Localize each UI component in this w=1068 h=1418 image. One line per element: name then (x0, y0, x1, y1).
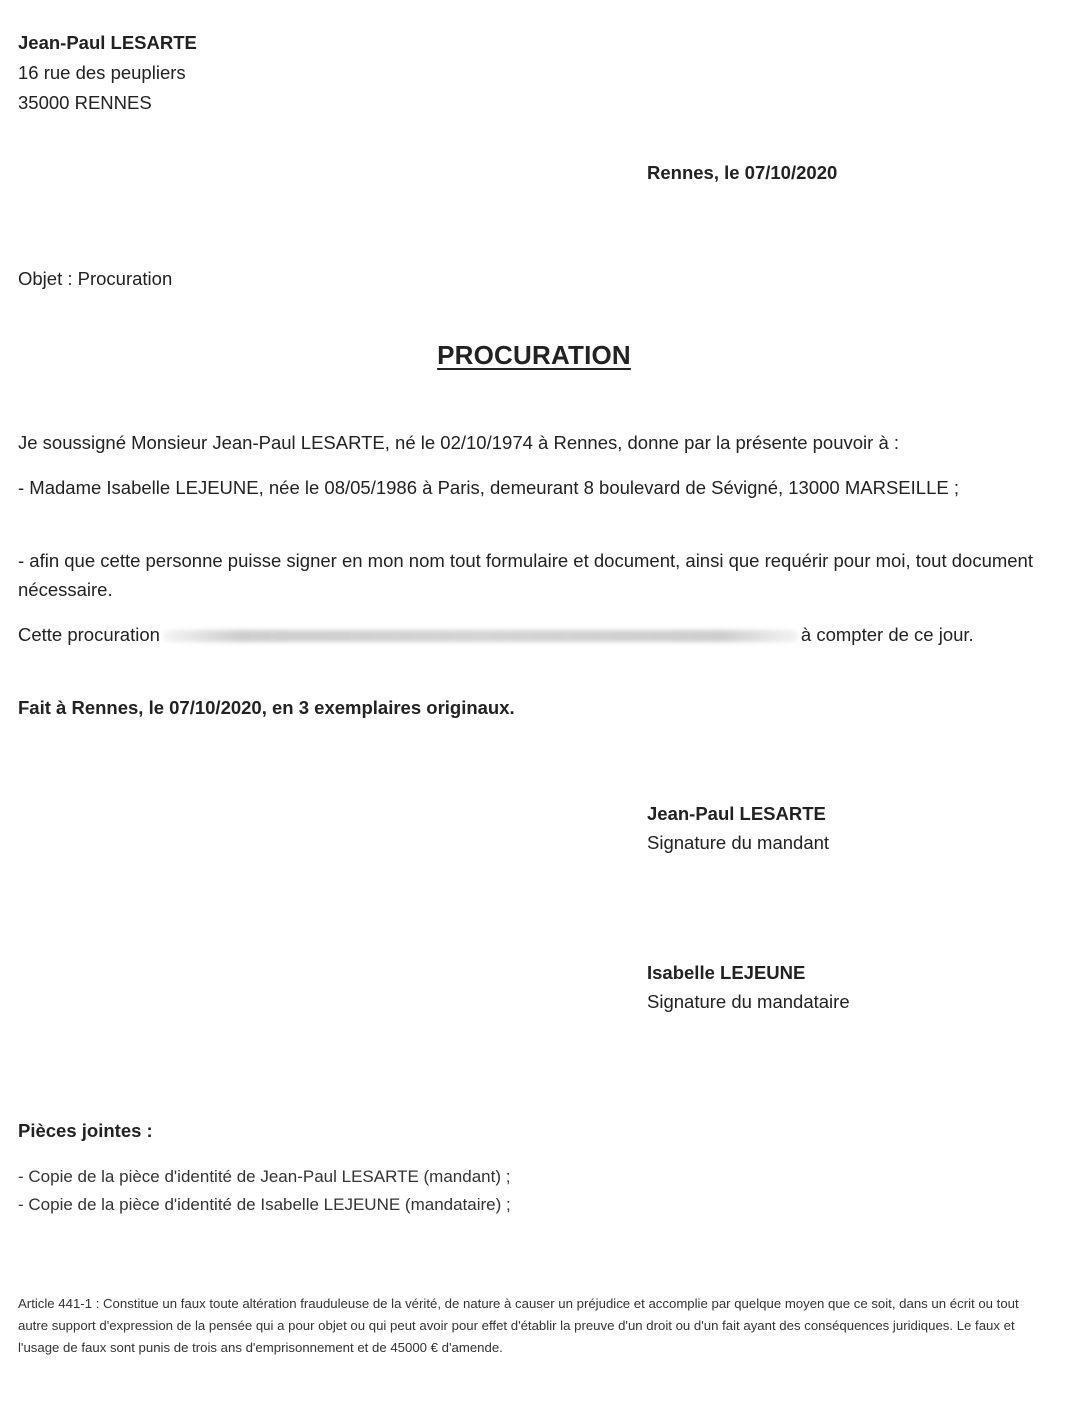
document-title: PROCURATION (437, 340, 631, 370)
made-at-line: Fait à Rennes, le 07/10/2020, en 3 exemplaires originaux. (18, 697, 515, 718)
attachment-item: - Copie de la pièce d'identité de Jean-Paul LESARTE (mandant) ; (18, 1167, 511, 1186)
signature-role: Signature du mandataire (647, 991, 850, 1012)
attachment-item: - Copie de la pièce d'identité de Isabelle LEJEUNE (mandataire) ; (18, 1195, 511, 1214)
attachments-title: Pièces jointes : (18, 1120, 153, 1141)
body-paragraph-4-end: à compter de ce jour. (800, 624, 974, 645)
body-paragraph-4-start: Cette procuration (18, 624, 160, 645)
body-paragraph-1: Je soussigné Monsieur Jean-Paul LESARTE, né le 02/10/1974 à Rennes, donne par la présente pouvoir à : (18, 432, 900, 453)
body-paragraph-3: - afin que cette personne puisse signer en mon nom tout formulaire et document, ainsi que requérir pour moi, tout document nécessaire. (18, 550, 1033, 600)
redacted-text-blur (163, 630, 799, 642)
sender-name: Jean-Paul LESARTE (18, 32, 197, 53)
sender-block (18, 28, 197, 118)
body-paragraph-2: - Madame Isabelle LEJEUNE, née le 08/05/1986 à Paris, demeurant 8 boulevard de Sévigné, 13000 MARSEILLE ; (18, 477, 959, 498)
subject-line: Objet : Procuration (18, 268, 173, 289)
signature-name: Jean-Paul LESARTE (647, 803, 826, 824)
body-paragraph-4 (18, 620, 1048, 649)
signature-block-mandant (647, 799, 829, 857)
date-line: Rennes, le 07/10/2020 (647, 162, 838, 183)
signature-block-mandataire (647, 958, 850, 1016)
sender-street: 16 rue des peupliers (18, 62, 186, 83)
legal-notice: Article 441-1 : Constitue un faux toute altération frauduleuse de la vérité, de nature à causer un préjudice et accomplie par quelque moyen que ce soit, dans un écrit ou tout autre support d'expression de la pensée qui a pour objet ou qui peut avoir pour effet d'établir la preuve d'un droit ou d'un fait ayant des conséquences juridiques. Le faux et l'usage de faux sont punis de trois ans d'emprisonnement et de 45000 € d'amende. (18, 1296, 1019, 1355)
signature-role: Signature du mandant (647, 832, 830, 853)
sender-city: 35000 RENNES (18, 92, 152, 113)
attachments-list (18, 1163, 511, 1219)
signature-name: Isabelle LEJEUNE (647, 962, 806, 983)
